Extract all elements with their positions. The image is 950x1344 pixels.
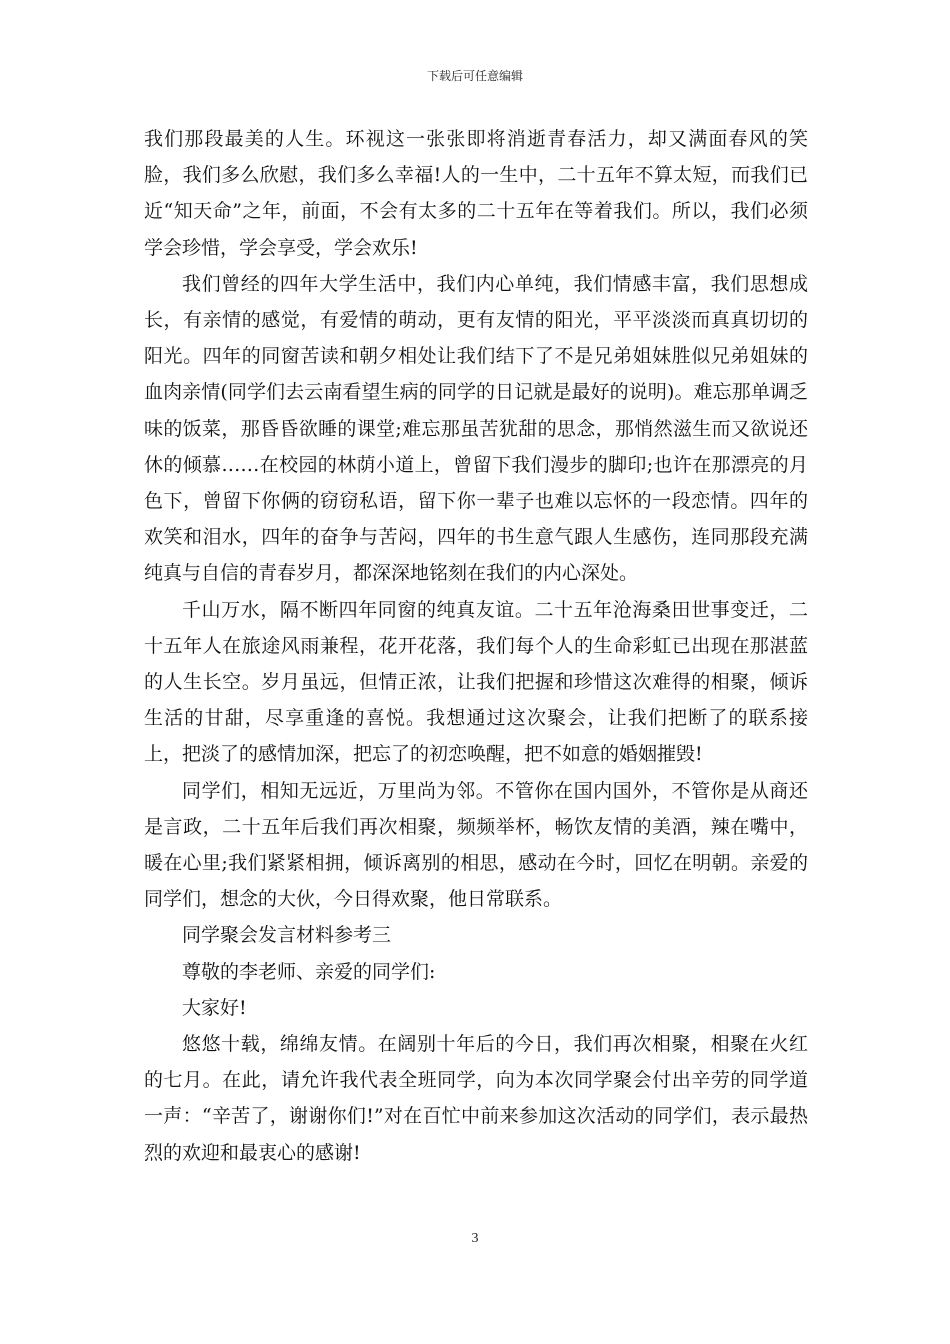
page-number: 3 [471,1231,479,1246]
greeting: 大家好! [182,996,247,1019]
page-header: 下载后可任意编辑 [426,69,523,83]
salutation: 尊敬的李老师、亲爱的同学们: [182,960,436,983]
paragraph-4: 同学们，相知无远近，万里尚为邻。不管你在国内国外，不管你是从商还是言政，二十五年后我们再次相聚，频频举杯，畅饮友情的美酒，辣在嘴中，暖在心里;我们紧紧相拥，倾诉离别的相思，感动在今时，回忆在明朝。亲爱的同学们，想念的大伙，今日得欢聚，他日常联系。 [144,779,808,911]
section-title: 同学聚会发言材料参考三 [182,924,392,947]
paragraph-3: 千山万水，隔不断四年同窗的纯真友谊。二十五年沧海桑田世事变迁，二十五年人在旅途风雨兼程，花开花落，我们每个人的生命彩虹已出现在那湛蓝的人生长空。岁月虽远，但情正浓，让我们把握和珍惜这次难得的相聚，倾诉生活的甘甜，尽享重逢的喜悦。我想通过这次聚会，让我们把断了的联系接上，把淡了的感情加深，把忘了的初恋唤醒，把不如意的婚姻摧毁! [144,598,808,766]
paragraph-2: 我们曾经的四年大学生活中，我们内心单纯，我们情感丰富，我们思想成长，有亲情的感觉，有爱情的萌动，更有友情的阳光，平平淡淡而真真切切的阳光。四年的同窗苦读和朝夕相处让我们结下了不是兄弟姐妹胜似兄弟姐妹的血肉亲情(同学们去云南看望生病的同学的日记就是最好的说明)。难忘那单调乏味的饭菜，那昏昏欲睡的课堂;难忘那虽苦犹甜的思念，那悄然滋生而又欲说还休的倾慕……在校园的林荫小道上，曾留下我们漫步的脚印;也许在那漂亮的月色下，曾留下你俩的窃窃私语，留下你一辈子也难以忘怀的一段恋情。四年的欢笑和泪水，四年的奋争与苦闷，四年的书生意气跟人生感伤，连同那段充满纯真与自信的青春岁月，都深深地铭刻在我们的内心深处。 [144,272,808,585]
paragraph-5: 悠悠十载，绵绵友情。在阔别十年后的今日，我们再次相聚，相聚在火红的七月。在此，请允许我代表全班同学，向为本次同学聚会付出辛劳的同学道一声：“辛苦了，谢谢你们!”对在百忙中前来参加这次活动的同学们，表示最热烈的欢迎和最衷心的感谢! [144,1033,808,1164]
paragraph-1: 我们那段最美的人生。环视这一张张即将消逝青春活力，却又满面春风的笑脸，我们多么欣慰，我们多么幸福!人的一生中，二十五年不算太短，而我们已近“知天命”之年，前面，不会有太多的二十五年在等着我们。所以，我们必须学会珍惜，学会享受，学会欢乐! [144,128,808,259]
document-body [144,121,808,1171]
